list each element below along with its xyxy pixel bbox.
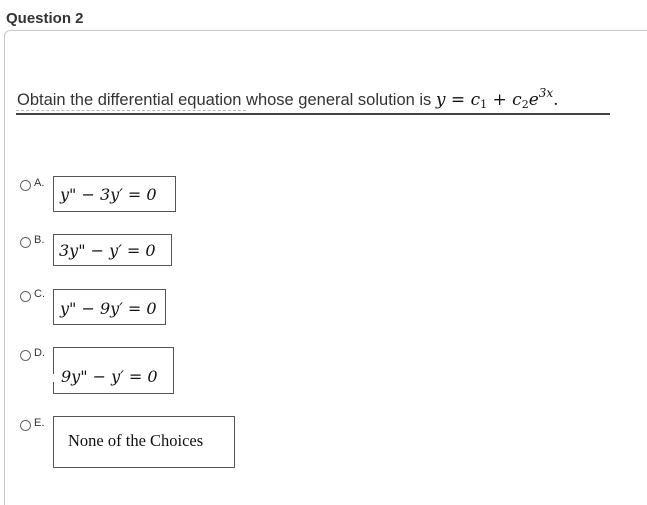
choice-c-box[interactable] <box>53 289 166 325</box>
prompt-underline <box>16 113 610 115</box>
choice-d-letter: D. <box>34 347 45 359</box>
eq-period: . <box>553 90 559 110</box>
choice-d-box-notch <box>52 374 55 382</box>
eq-equals: = <box>450 90 466 110</box>
choice-e-text: None of the Choices <box>68 431 204 450</box>
prompt-text: Obtain the differential equation whose general solution is <box>17 91 432 109</box>
choice-d-radio[interactable] <box>20 350 31 361</box>
eq-c2: c <box>512 90 522 110</box>
question-prompt <box>17 86 559 111</box>
choice-e-radio[interactable] <box>20 420 31 431</box>
eq-e: e <box>528 90 539 110</box>
choice-a-radio[interactable] <box>20 180 31 191</box>
eq-plus: + <box>492 90 507 110</box>
eq-c2-subscript: 2 <box>521 98 529 111</box>
choice-a-box[interactable] <box>53 176 176 212</box>
prompt-ghost-underline <box>16 110 246 112</box>
choice-e-box[interactable] <box>53 416 235 468</box>
choice-c-letter: C. <box>34 288 45 300</box>
eq-exponent: 3x <box>538 86 554 100</box>
choice-b-box[interactable] <box>53 234 172 266</box>
choice-b-letter: B. <box>34 234 45 246</box>
eq-c1-subscript: 1 <box>480 98 488 111</box>
choice-c-radio[interactable] <box>20 291 31 302</box>
choice-c-equation: y" − 9y′ = 0 <box>60 299 157 318</box>
prompt-equation <box>435 86 559 111</box>
choice-b-equation: 3y" − y′ = 0 <box>59 241 156 260</box>
choice-b-radio[interactable] <box>20 237 31 248</box>
choice-e-letter: E. <box>34 417 45 429</box>
eq-y: y <box>435 90 446 110</box>
question-title: Question 2 <box>6 10 84 27</box>
choice-a-letter: A. <box>34 177 45 189</box>
choice-d-equation: 9y" − y′ = 0 <box>61 367 158 386</box>
eq-c1: c <box>470 90 481 110</box>
choice-a-equation: y" − 3y′ = 0 <box>60 185 157 204</box>
choice-d-box[interactable] <box>53 347 174 394</box>
